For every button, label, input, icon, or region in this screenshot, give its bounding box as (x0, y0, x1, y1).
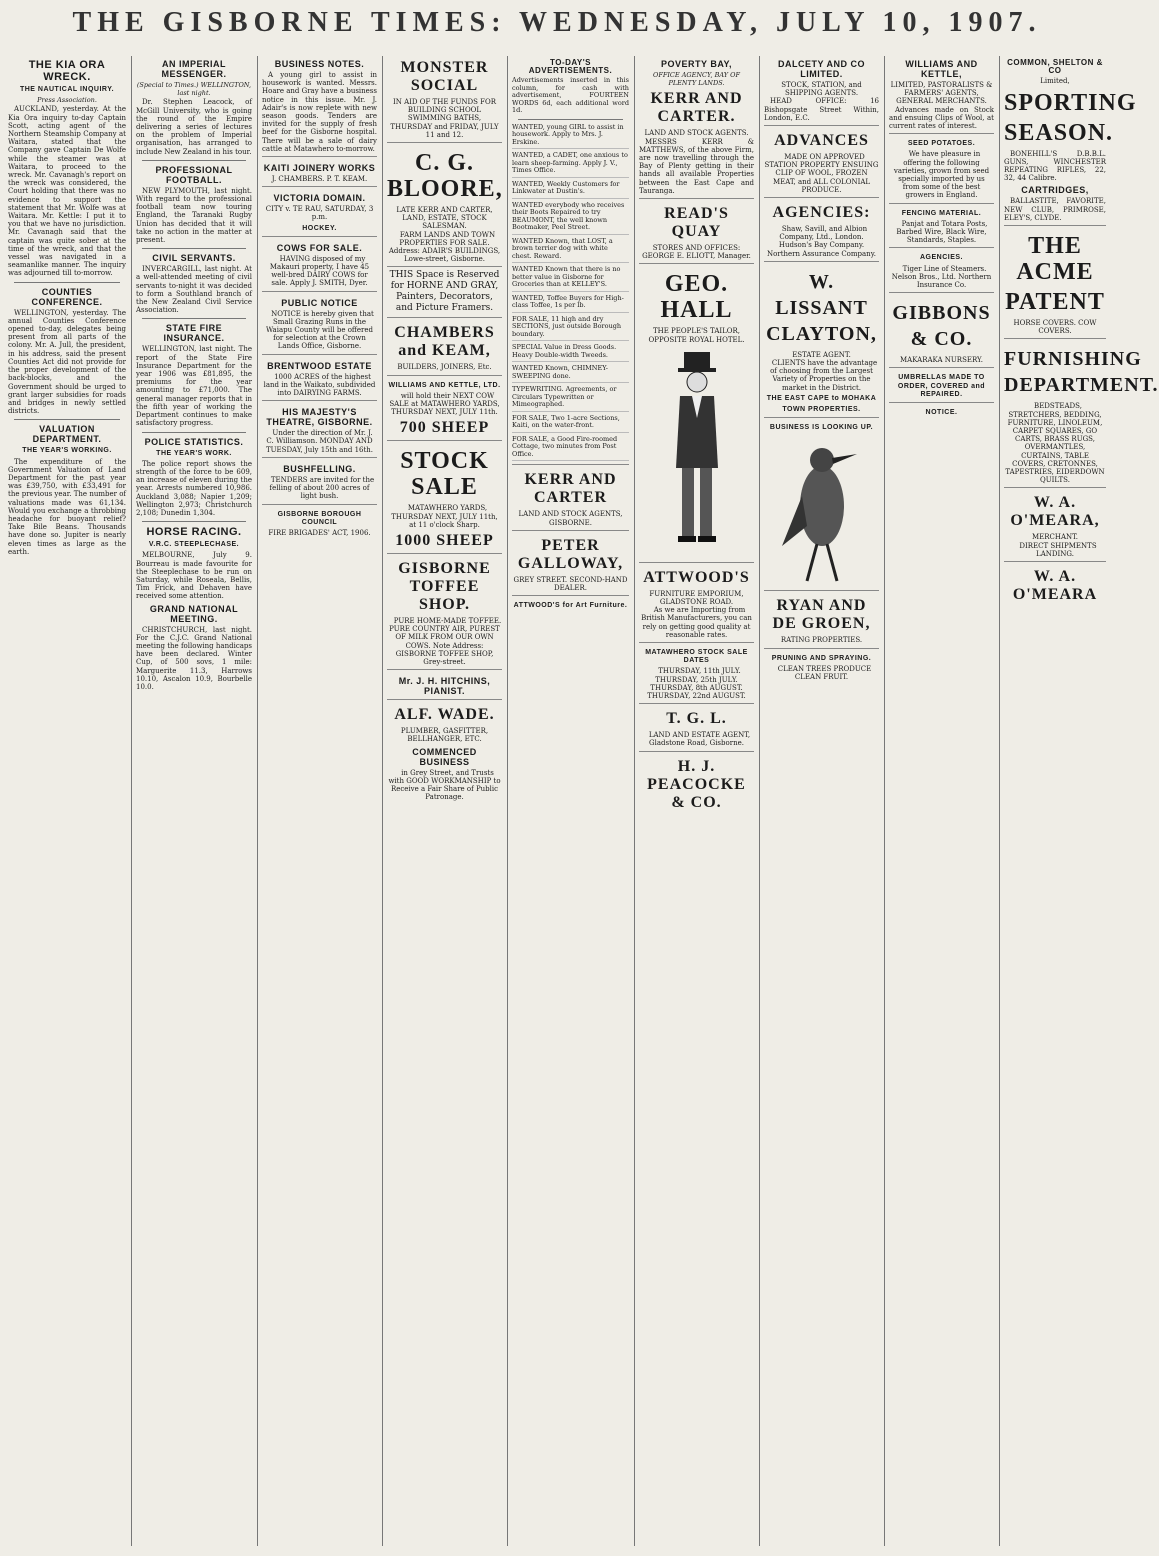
article-dateline: (Special to Times.) WELLINGTON, last night. (136, 81, 252, 98)
ad-title: THE EAST CAPE to MOHAKA (766, 394, 877, 402)
ad-body: FARM LANDS AND TOWN PROPERTIES FOR SALE. Address: ADAIR'S BUILDINGS, Lowe-street, Gisborne. (388, 230, 501, 264)
ad-body: THURSDAY, 11th JULY. THURSDAY, 25th JULY. THURSDAY, 8th AUGUST. THURSDAY, 22nd AUGUST. (647, 667, 746, 701)
ad-title: ATTWOOD'S for Art Furniture. (513, 602, 628, 610)
ad-title: GISBORNE BOROUGH COUNCIL (277, 510, 362, 526)
advertisement (512, 464, 629, 526)
ad-body: We have pleasure in offering the following varieties, grown from seed specially imported by us from some of the best growers in England. (893, 150, 990, 200)
ad-title: WILLIAMS AND KETTLE, (905, 59, 978, 79)
article-body: CHRISTCHURCH, last night. For the C.J.C. Grand National meeting the following handicaps have been declared. Winter Cup, of 500 sovs, 1 mile: Marguerite 11.3, Harrows 10.10, Ascalon 10.9, Bourbelle 10.0. (136, 625, 252, 691)
article-title: POLICE STATISTICS. (144, 436, 244, 447)
classified-ad: WANTED everybody who receives their Boots Repaired to try BEAUMONT, the well known Bootmaker, Peel Street. (512, 202, 629, 235)
ad-body: Under the direction of Mr. J. C. Williamson. MONDAY AND TUESDAY, July 15th and 16th. (265, 429, 374, 454)
advertisement (764, 125, 879, 194)
ad-body: As we are Importing from British Manufacturers, you can rely on getting good quality at reasonable rates. (641, 606, 752, 639)
ad-body: BALLASTITE, FAVORITE, NEW CLUB, PRIMROSE, ELEY'S, CLYDE. (1004, 197, 1106, 222)
ad-body: Shaw, Savill, and Albion Company, Ltd., London. Hudson's Bay Company. Northern Assurance Company. (767, 225, 876, 258)
article-title: BUSINESS NOTES. (274, 59, 365, 69)
divider (142, 432, 246, 433)
ad-body: in Grey Street, and Trusts with GOOD WORKMANSHIP to Receive a Fair Share of Public Patronage. (388, 768, 501, 802)
ad-subtitle: LIMITED, PASTORALISTS & FARMERS' AGENTS, GENERAL MERCHANTS. (890, 81, 993, 106)
ad-subtitle: Limited, (1040, 77, 1070, 86)
press-credit: Press Association. (37, 96, 97, 105)
advertisement (889, 133, 994, 199)
divider (142, 521, 246, 522)
ad-body: LAND AND ESTATE AGENT, Gladstone Road, Gisborne. (648, 731, 751, 748)
ad-title: PUBLIC NOTICE (281, 297, 358, 308)
ad-body: DIRECT SHIPMENTS LANDING. (1019, 541, 1097, 558)
ad-title: CARTRIDGES, (1021, 185, 1089, 196)
column-5 (507, 56, 633, 1546)
advertisement (262, 400, 377, 454)
ad-title: THE ACME (1016, 233, 1094, 286)
ad-big-text: 700 SHEEP (399, 419, 490, 437)
advertisement (639, 642, 754, 700)
advertisement (387, 317, 502, 371)
classified-ad: WANTED, Weekly Customers for Linkwater at Dustin's. (512, 181, 629, 199)
classified-ad: FOR SALE, Two 1-acre Sections, Kaiti, on the water-front. (512, 415, 629, 433)
article-title: COUNTIES CONFERENCE. (31, 286, 103, 307)
ad-title: SEED POTATOES. (907, 140, 976, 148)
ad-title: MATAWHERO STOCK SALE DATES (645, 649, 748, 665)
ad-body: TENDERS are invited for the felling of about 200 acres of light bush. (269, 475, 375, 501)
tailor-figure-illustration (662, 348, 732, 558)
ad-subtitle: FURNITURE EMPORIUM, GLADSTONE ROAD. (649, 589, 744, 607)
ad-subtitle: RATING PROPERTIES. (780, 636, 863, 645)
advertisement (512, 595, 629, 610)
article-title: THE KIA ORA WRECK. (28, 59, 106, 83)
article-body: The expenditure of the Government Valuation of Land Department for the past year was £39,750, with £33,491 for the previous year. The number of valuations made was 61,134. Would you exchange a throbbing headache for buoyant relief? Take Bile Beans. Thousands have done so. Jupiter is nearly eleven times as large as the earth. (8, 457, 126, 556)
ad-title: COMMON, SHELTON & CO (1007, 58, 1103, 76)
ad-subtitle: LAND AND STOCK AGENTS, GISBORNE. (518, 510, 623, 527)
article-title: PROFESSIONAL FOOTBALL. (155, 164, 233, 185)
column-1 (4, 56, 130, 1546)
advertisement (512, 530, 629, 592)
advertisement (387, 375, 502, 438)
article-body: MELBOURNE, July 9. Bourreau is made favourite for the Steeplechase to be run on Saturday, while Roseala, Bellis, Tim Frick, and Dehaven have received some attention. (136, 551, 252, 601)
article-title: GRAND NATIONAL MEETING. (149, 603, 239, 624)
divider (14, 282, 120, 283)
column-6 (634, 56, 758, 1546)
ad-subtitle: HORSE COVERS. COW COVERS. (1013, 319, 1097, 336)
ad-subtitle: THE PEOPLE'S TAILOR, OPPOSITE ROYAL HOTEL. (648, 327, 745, 344)
article-body: WELLINGTON, yesterday. The annual Counties Conference opened to-day, delegates being present from all parts of the colony. Mr. A. Jull, the president, in his address, said the present Counties Act did not provide for the proper development of the back-blocks, and the Government should be urged to grant larger subsidies for roads and bridges in newly settled districts. (8, 308, 126, 416)
advertisement (387, 699, 502, 801)
advertisement (764, 261, 879, 414)
advertisement (387, 142, 502, 263)
advertisement (639, 198, 754, 260)
ad-body: HEAD OFFICE: 16 Bishopsgate Street Within, London, E.C. (764, 97, 879, 122)
article-subtitle: V.R.C. STEEPLECHASE. (148, 541, 240, 549)
classified-ad: FOR SALE, a Good Fire-roomed Cottage, two minutes from Post Office. (512, 436, 629, 462)
classifieds-list (512, 124, 629, 462)
ad-title: KERR AND CARTER (524, 471, 617, 507)
advertisement (387, 440, 502, 550)
advertisement (764, 197, 879, 258)
advertisement (387, 266, 502, 314)
advertisement (889, 402, 994, 417)
ad-title: ADVANCES (774, 132, 869, 150)
article-title: VALUATION DEPARTMENT. (32, 424, 102, 445)
column-3 (257, 56, 381, 1546)
ad-body: BEDSTEADS, STRETCHERS, BEDDING, FURNITURE, LINOLEUM, CARPET SQUARES, GO CARTS, BRASS RUGS, OVERMANTLES, CURTAINS, TABLE COVERS, CRETONNES, TAPESTRIES, EIDERDOWN QUILTS. (1005, 402, 1105, 485)
classified-ad: WANTED Known, that LOST, a brown terrier dog with white chest. Reward. (512, 238, 629, 264)
classified-ad: FOR SALE, 11 high and dry SECTIONS, just outside Borough boundary. (512, 316, 629, 342)
advertisement (1004, 225, 1106, 335)
ad-title: GIBBONS & CO. (892, 302, 991, 351)
advertisement (889, 247, 994, 289)
ad-subtitle: GREY STREET. SECOND-HAND DEALER. (513, 575, 628, 593)
classified-ad: WANTED, a CADET, one anxious to learn sheep-farming. Apply J. V., Times Office. (512, 152, 629, 178)
ad-subtitle: MERCHANT. (1031, 533, 1079, 542)
advertisement (387, 669, 502, 696)
ad-title: RYAN AND DE GROEN, (772, 597, 871, 633)
ad-title: VICTORIA DOMAIN. (273, 193, 366, 204)
advertisement (387, 553, 502, 666)
ad-subtitle: FIRE BRIGADES' ACT, 1906. (268, 528, 371, 537)
column-8 (884, 56, 998, 1546)
ad-title: C. G. BLOORE, (387, 150, 503, 203)
ad-subtitle: IN AID OF THE FUNDS FOR BUILDING SCHOOL SWIMMING BATHS, THURSDAY and FRIDAY, JULY 11 and 12. (390, 98, 499, 139)
column-7 (759, 56, 883, 1546)
ad-title: POVERTY BAY, (660, 59, 733, 69)
ad-subtitle: ESTATE AGENT. (792, 350, 851, 359)
advertisement (639, 751, 754, 812)
ad-big-text: 1000 SHEEP (395, 532, 494, 550)
article-body: AUCKLAND, yesterday. At the Kia Ora inquiry to-day Captain Scott, acting agent of the Northern Steamship Company at Waitara, stated that the Company gave Captain De Wolfe while the steamer was at Waitara, to proceed to the wreck. Mr. Cavanagh's report on the wreck was considered, the Court holding that there was no evidence to support the statement that Mr. Wolfe was at Waitara. Mr. Kettle: I put it to you that we have no jurisdiction. Mr. Cavanagh said that the captain was quite sober at the time of the wreck, and that the vessel was navigated in a seamanlike manner. The inquiry was adjourned till to-morrow. (8, 105, 126, 278)
column-2 (131, 56, 256, 1546)
advertisement (889, 203, 994, 245)
ad-title: GISBORNE TOFFEE SHOP. (398, 560, 491, 614)
ad-body: CLIENTS have the advantage of choosing from the Largest Variety of Properties on the market in the District. (770, 359, 878, 392)
section-intro: Advertisements inserted in this column, for cash with advertisement, FOURTEEN WORDS 6d, each additional word 1d. (512, 76, 629, 115)
ad-body: BONEHILL'S D.B.B.L. GUNS, WINCHESTER REPEATING RIFLES, 22, 32, 44 Calibre. (1004, 149, 1106, 183)
advertisement (1004, 561, 1106, 604)
advertisement (764, 417, 879, 586)
ad-title: PRUNING AND SPRAYING. (771, 654, 872, 662)
ad-title: HOCKEY. (302, 224, 337, 232)
ad-title: Mr. J. H. HITCHINS, PIANIST. (398, 676, 491, 697)
article-title: AN IMPERIAL MESSENGER. (161, 59, 227, 79)
ad-subtitle: PLUMBER, GASFITTER, BELLHANGER, ETC. (400, 727, 489, 744)
advertisement (262, 156, 377, 183)
advertisement (262, 504, 377, 538)
ad-title: BUSHFELLING. (283, 463, 356, 474)
classified-ad: SPECIAL Value in Dress Goods. Heavy Double-width Tweeds. (512, 344, 629, 362)
advertisement (764, 648, 879, 682)
ad-title: READ'S QUAY (664, 205, 729, 241)
advertisement (639, 263, 754, 557)
ad-title: CHAMBERS and KEAM, (394, 324, 495, 360)
ad-title: W. A. O'MEARA, (1010, 494, 1100, 530)
article-body: Dr. Stephen Leacock, of McGill University, who is going the round of the Empire delivering a series of lectures on the problem of Imperial organisation, has arranged to include New Zealand in his tour. (136, 98, 252, 156)
classified-ad: WANTED Known, CHIMNEY-SWEEPING done. (512, 365, 629, 383)
ad-title: SEASON. (1004, 119, 1114, 146)
ad-subtitle: BUILDERS, JOINERS, Etc. (397, 363, 492, 372)
ad-title: PETER GALLOWAY, (517, 536, 624, 572)
classified-ad: WANTED Known that there is no better value in Gisborne for Groceries than at KELLEY'S. (512, 266, 629, 292)
bird-illustration (777, 436, 867, 586)
ad-title: KAITI JOINERY WORKS (263, 163, 376, 174)
ad-title: W. A. O'MEARA (1012, 568, 1098, 604)
ad-title: KERR AND CARTER. (650, 90, 743, 126)
ad-body: MATAWHERO YARDS, THURSDAY NEXT, JULY 11th, at 11 o'clock Sharp. (391, 504, 498, 529)
ad-title: WILLIAMS AND KETTLE, LTD. (388, 381, 501, 389)
ad-title: ALF. WADE. (394, 706, 495, 724)
advertisement (262, 457, 377, 501)
ad-title: GEO. HALL (660, 271, 733, 324)
classified-ad: WANTED, Toffee Buyers for High-class Toffee, 1s per lb. (512, 295, 629, 313)
ad-title: AGENCIES. (919, 254, 963, 262)
ad-title: MONSTER SOCIAL (400, 59, 489, 94)
ad-body: will hold their NEXT COW SALE at MATAWHERO YARDS, THURSDAY NEXT, JULY 11th. (389, 391, 500, 417)
ad-title: FENCING MATERIAL. (901, 209, 982, 217)
ad-subtitle: LATE KERR AND CARTER, LAND, ESTATE, STOCK SALESMAN. (396, 206, 493, 231)
ad-subtitle: STORES AND OFFICES: GEORGE E. ELIOTT, Manager. (642, 244, 751, 261)
advertisement (889, 292, 994, 364)
ad-title: STOCK SALE (400, 448, 489, 501)
article-title: HORSE RACING. (146, 526, 242, 539)
article-title: CIVIL SERVANTS. (152, 253, 236, 264)
ad-body: NOTICE is hereby given that Small Grazing Runs in the Waiapu County will be offered for selection at the Crown Lands Office, Gisborne. (265, 309, 374, 351)
ad-title: PATENT (1005, 289, 1105, 316)
ad-title: FURNISHING DEPARTMENT. (1004, 348, 1159, 397)
article-body: WELLINGTON, last night. The report of the State Fire Insurance Department for the year 1906 was £81,895, the premiums for the year amounting to £71,000. The general manager reports that in the fifth year of working the Department continues to make satisfactory progress. (136, 345, 252, 428)
advertisement (262, 236, 377, 288)
ad-body: MADE ON APPROVED STATION PROPERTY ENSUING CLIP OF WOOL, FROZEN MEAT, and ALL COLONIAL PRODUCE. (764, 153, 879, 194)
divider (518, 119, 623, 120)
ad-body: 1000 ACRES of the highest land in the Waikato, subdivided into DAIRYING FARMS. (263, 372, 376, 398)
advertisement (639, 703, 754, 747)
ad-title: AGENCIES: (772, 204, 871, 222)
advertisement (1004, 338, 1159, 485)
article-subtitle: THE NAUTICAL INQUIRY. (19, 86, 115, 93)
ad-subtitle: LAND AND STOCK AGENTS. (644, 129, 749, 138)
ad-subtitle: MAKARAKA NURSERY. (900, 356, 983, 365)
ad-title: ATTWOOD'S (643, 568, 750, 586)
divider (142, 318, 246, 319)
ad-body: Advances made on Stock and ensuing Clips of Wool, at current rates of interest. (889, 105, 994, 131)
ad-title: SPORTING (1004, 89, 1137, 116)
ad-title: COMMENCED BUSINESS (412, 746, 477, 767)
advertisement (639, 562, 754, 639)
ad-body: THIS Space is Reserved for HORNE AND GRAY, Painters, Decorators, and Picture Framers. (389, 270, 500, 314)
ad-subtitle: OFFICE AGENCY, BAY OF PLENTY LANDS. (653, 71, 740, 88)
section-title: TO-DAY'S ADVERTISEMENTS. (528, 58, 613, 76)
article-subtitle: THE YEAR'S WORK. (156, 449, 232, 457)
classified-ad: WANTED, young GIRL to assist in housework. Apply to Mrs. J. Erskine. (512, 124, 629, 150)
article-body: NEW PLYMOUTH, last night. With regard to the professional football team now touring England, the Taranaki Rugby Union has decided that it will take no action in the matter at present. (136, 186, 252, 245)
ad-body: MESSRS KERR & MATTHEWS, of the above Firm, are now travelling through the Bay of Plenty getting in their hands all available Properties between the East Cape and Tauranga. (639, 137, 754, 195)
ad-body: Tiger Line of Steamers. Nelson Bros., Ltd. Northern Insurance Co. (891, 264, 992, 290)
article-title: STATE FIRE INSURANCE. (163, 323, 225, 344)
ad-title: TOWN PROPERTIES. (782, 406, 861, 414)
ad-title: UMBRELLAS MADE TO ORDER, COVERED and REPAIRED. (897, 374, 986, 398)
advertisement (262, 354, 377, 398)
ad-subtitle: CITY v. TE RAU, SATURDAY, 3 p.m. (265, 205, 374, 222)
article-body: INVERCARGILL, last night. At a well-attended meeting of civil servants to-night it was decided to form a Southland branch of the New Zealand Civil Service Association. (136, 265, 252, 315)
column-9 (999, 56, 1159, 1546)
divider (142, 160, 246, 161)
ad-body: PURE HOME-MADE TOFFEE. PURE COUNTRY AIR, PUREST OF MILK FROM OUR OWN COWS. Note Address: GISBORNE TOFFEE SHOP, Grey-street. (389, 617, 502, 667)
advertisement (764, 590, 879, 644)
ad-title: BRENTWOOD ESTATE (267, 360, 372, 371)
advertisement (262, 291, 377, 351)
ad-subtitle: STOCK, STATION, and SHIPPING AGENTS. (781, 81, 862, 98)
classified-ad: TYPEWRITING. Agreements, or Circulars Typewritten or Mimeographed. (512, 386, 629, 412)
ad-body: HAVING disposed of my Makauri property, I have 45 well-bred DAIRY COWS for sale. Apply J. SMITH, Dyer. (269, 254, 370, 288)
article-body: The police report shows the strength of the force to be 609, an increase of eleven during the year. Arrests numbered 10,986. Auckland 3,088; Napier 1,209; Wellington 2,973; Christchurch 2,108; Dunedin 1,304. (136, 459, 252, 517)
ad-title: W. LISSANT CLAYTON, (766, 270, 877, 345)
masthead: THE GISBORNE TIMES: WEDNESDAY, JULY 10, 1907. (72, 7, 1042, 38)
divider (142, 248, 246, 249)
ad-title: BUSINESS IS LOOKING UP. (769, 424, 874, 432)
ad-title: HIS MAJESTY'S THEATRE, GISBORNE. (266, 407, 373, 428)
advertisement (262, 186, 377, 233)
ad-body: Panjat and Totara Posts, Barbed Wire, Black Wire, Standards, Staples. (896, 219, 988, 245)
divider (14, 419, 120, 420)
article-subtitle: THE YEAR'S WORKING. (22, 447, 112, 455)
ad-title: T. G. L. (666, 710, 727, 728)
ad-body: CLEAN TREES PRODUCE CLEAN FRUIT. (777, 664, 872, 682)
ad-title: COWS FOR SALE. (276, 242, 363, 253)
advertisement (1004, 487, 1106, 558)
ad-title: H. J. PEACOCKE & CO. (647, 757, 746, 811)
column-4 (382, 56, 506, 1546)
ad-subtitle: J. CHAMBERS. P. T. KEAM. (271, 175, 368, 184)
article-body: A young girl to assist in housework is wanted. Messrs. Hoare and Gray have a business notice in this issue. Mr. J. Adair's is now replete with new season goods. Tenders are invited for the supply of fresh beef for the Gisborne hospital. There will be a sale of dairy cattle at Matawhero to-morrow. (262, 71, 377, 153)
advertisement (889, 367, 994, 399)
ad-title: NOTICE. (925, 409, 958, 417)
ad-title: DALCETY AND CO LIMITED. (777, 59, 865, 79)
